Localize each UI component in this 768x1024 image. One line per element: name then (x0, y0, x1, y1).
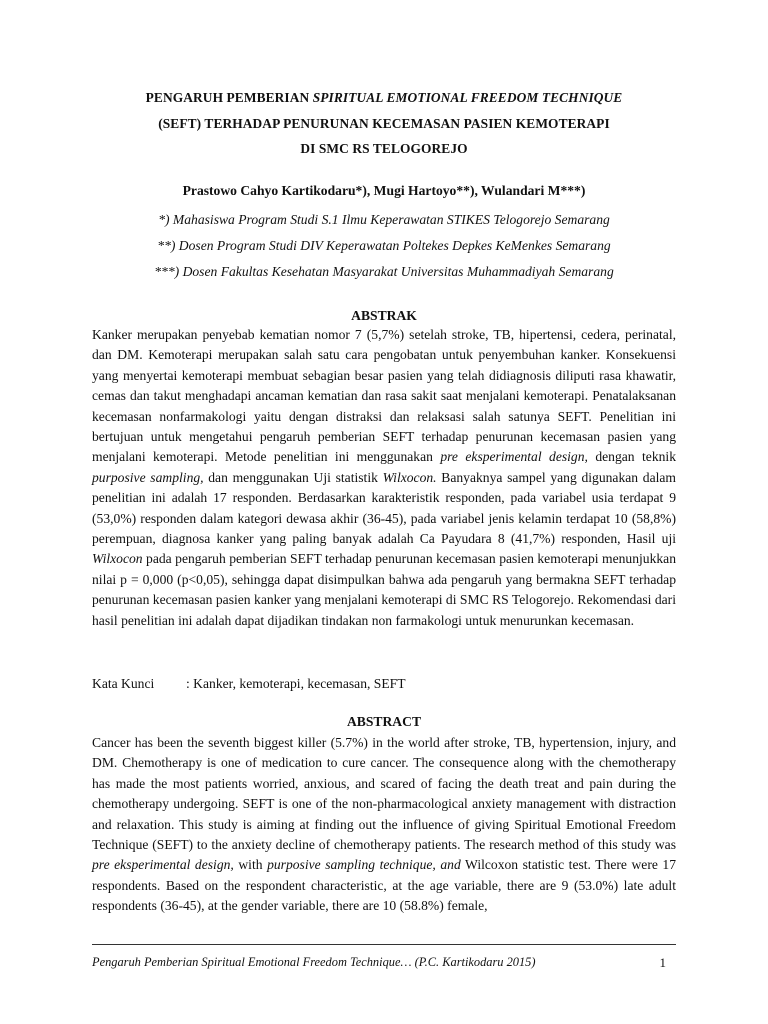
keywords-value: : Kanker, kemoterapi, kecemasan, SEFT (186, 676, 406, 691)
abstrak-text-2: dengan teknik (587, 449, 676, 465)
keywords-label: Kata Kunci (92, 676, 155, 691)
abstrak-italic-3: Wilxocon. (382, 469, 437, 485)
paper-title-line-2: (SEFT) TERHADAP PENURUNAN KECEMASAN PASIEN KEMOTERAPI (158, 116, 610, 131)
affiliation-3: ***) Dosen Fakultas Kesehatan Masyarakat Universitas Muhammadiyah Semarang (154, 264, 614, 279)
abstract-heading: ABSTRACT (346, 714, 422, 729)
abstract-text-3: Wilcoxon statistic test. There were 17 respondents. Based on the respondent characteristic, at the age variable, there are 9 (53.0%) late adult respondents (36-45), at the gender variable, there are 10 (58.8%) female, (92, 857, 677, 914)
abstrak-heading: ABSTRAK (351, 308, 417, 323)
abstract-paragraph (92, 733, 676, 917)
abstrak-text-5: pada pengaruh pemberian SEFT terhadap penurunan kecemasan pasien kemoterapi menunjukkan nilai p = 0,000 (p<0,05), sehingga dapat disimpulkan bahwa ada pengaruh yang bermakna SEFT terhadap penurunan kecemasan pasien kanker yang menjalani kemoterapi di SMC RS Telogorejo. Rekomendasi dari hasil penelitian ini adalah dapat dijadikan tindakan non farmakologi untuk menurunkan kecemasan. (92, 551, 676, 628)
abstract-italic-2: purposive sampling technique, and (267, 857, 461, 873)
abstrak-italic-2: purposive sampling, (92, 469, 204, 485)
abstrak-italic-4: Wilxocon (92, 551, 143, 567)
title-italic: SPIRITUAL EMOTIONAL FREEDOM TECHNIQUE (312, 90, 623, 105)
abstrak-text-4: Banyaknya sampel yang digunakan dalam penelitian ini adalah 17 responden. Berdasarkan karakteristik responden, pada variabel usia terdapat 9 (53,0%) responden dalam kategori dewasa akhir (36-45), pada variabel jenis kelamin terdapat 10 (58,8%) perempuan, diagnosa kanker yang paling banyak adalah Ca Payudara 8 (41,7%) responden, Hasil uji (92, 469, 676, 547)
title-prefix: PENGARUH PEMBERIAN (145, 90, 313, 105)
keywords (92, 676, 676, 692)
abstrak-text-1: Kanker merupakan penyebab kematian nomor 7 (5,7%) setelah stroke, TB, hipertensi, cedera, perinatal, dan DM. Kemoterapi merupakan salah satu cara pengobatan untuk penyembuhan kanker. Konsekuensi yang menyertai kemoterapi membuat sebagian besar pasien yang telah didiagnosis diliputi rasa khawatir, cemas dan takut menghadapi ancaman kematian dan rasa sakit saat menjalani kemoterapi. Penatalaksanan kecemasan nonfarmakologi yaitu dengan distraksi dan relaksasi salah satunya SEFT. Penelitian ini bertujuan untuk mengetahui pengaruh pemberian SEFT terhadap penurunan kecemasan pasien yang menjalani kemoterapi. Metode penelitian ini menggunakan (92, 327, 676, 465)
abstract-text-1: Cancer has been the seventh biggest killer (5.7%) in the world after stroke, TB, hypertension, injury, and DM. Chemotherapy is one of medication to cure cancer. The consequence along with the chemotherapy has made the most patients worried, anxious, and scared of facing the death treat and pain during the chemotherapy undergoing. SEFT is one of the non-pharmacological anxiety management with distraction and relaxation. This study is aiming at finding out the influence of giving Spiritual Emotional Freedom Technique (SEFT) to the anxiety decline of chemotherapy patients. The research method of this study was (92, 735, 676, 853)
abstract-italic-1: pre eksperimental design, (92, 857, 234, 873)
abstrak-paragraph (92, 325, 676, 631)
paper-title-line-1 (92, 90, 676, 106)
abstract-text-2: with (233, 857, 268, 873)
affiliation-1: *) Mahasiswa Program Studi S.1 Ilmu Keperawatan STIKES Telogorejo Semarang (158, 212, 610, 227)
abstrak-italic-1: pre eksperimental design, (440, 449, 588, 465)
footer-divider (92, 944, 676, 945)
authors: Prastowo Cahyo Kartikodaru*), Mugi Hartoyo**), Wulandari M***) (182, 183, 586, 198)
abstrak-text-3: dan menggunakan Uji statistik (203, 469, 383, 485)
paper-title-line-3: DI SMC RS TELOGOREJO (300, 141, 468, 156)
footer-running-title: Pengaruh Pemberian Spiritual Emotional Freedom Technique… (P.C. Kartikodaru 2015) (92, 955, 536, 969)
affiliation-2: **) Dosen Program Studi DIV Keperawatan Poltekes Depkes KeMenkes Semarang (157, 238, 611, 253)
page-number: 1 (659, 955, 666, 970)
